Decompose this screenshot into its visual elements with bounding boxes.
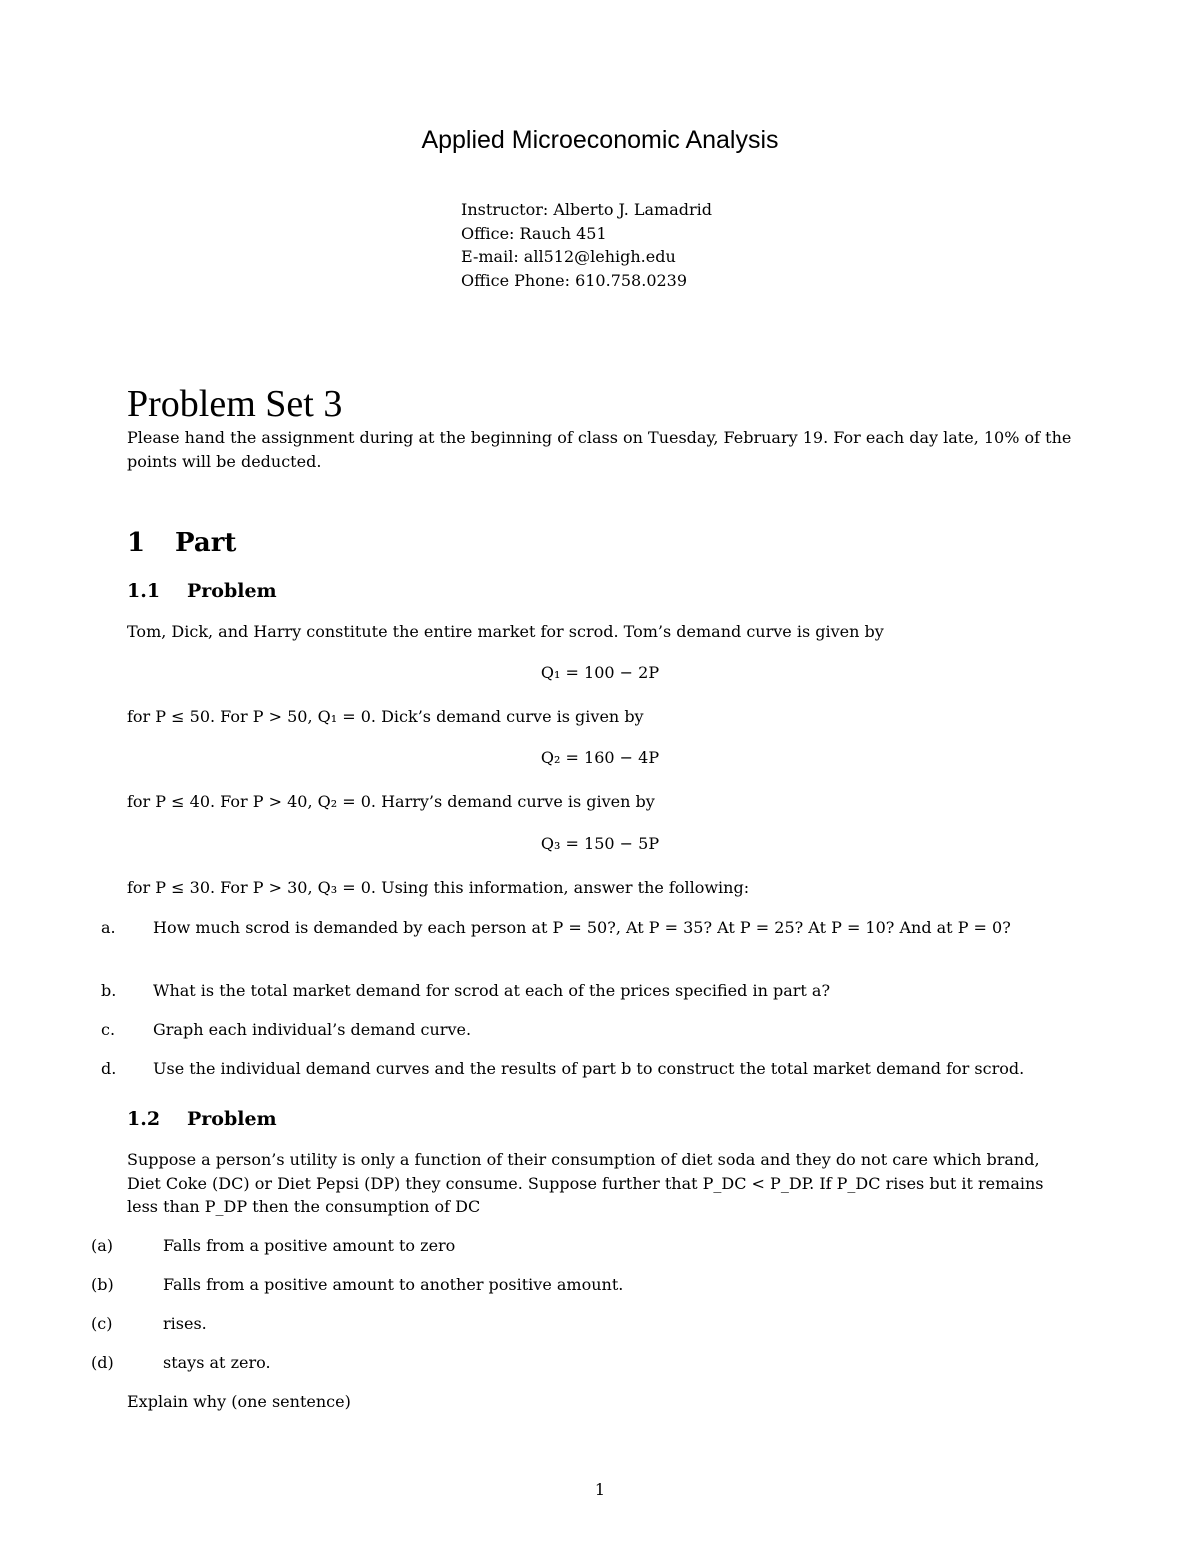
- list-item-a: [101, 916, 1072, 940]
- problem1-intro: Tom, Dick, and Harry constitute the entire market for scrod. Tom’s demand curve is given by: [127, 622, 884, 641]
- section-number: 1: [127, 528, 146, 558]
- page-number: 1: [594, 1480, 606, 1499]
- list-item-d: [101, 1057, 1072, 1081]
- problem-number: 1.1: [127, 580, 161, 602]
- option-c: [91, 1312, 1072, 1336]
- option-label: (b): [91, 1275, 114, 1294]
- item-text: How much scrod is demanded by each person at P = 50?, At P = 35? At P = 25? At P = 10? And at P = 0?: [153, 918, 1011, 937]
- problem-heading-1-2: [127, 1108, 277, 1130]
- instructions-paragraph: Please hand the assignment during at the beginning of class on Tuesday, February 19. For each day late, 10% of the points will be deducted.: [127, 428, 1072, 471]
- option-d: [91, 1351, 1072, 1375]
- item-label: a.: [101, 918, 116, 937]
- section-title: Part: [175, 528, 237, 558]
- item-text: Graph each individual’s demand curve.: [153, 1020, 472, 1039]
- option-text: Falls from a positive amount to another positive amount.: [163, 1275, 624, 1294]
- equation-q3: Q₃ = 150 − 5P: [540, 834, 660, 853]
- item-label: d.: [101, 1059, 117, 1078]
- option-label: (c): [91, 1314, 113, 1333]
- option-text: Falls from a positive amount to zero: [163, 1236, 456, 1255]
- option-text: rises.: [163, 1314, 207, 1333]
- email-line: E-mail: all512@lehigh.edu: [461, 247, 676, 266]
- option-b: [91, 1273, 1072, 1297]
- problem-number: 1.2: [127, 1108, 161, 1130]
- option-a: [91, 1234, 1072, 1258]
- section-heading: [127, 528, 236, 558]
- option-text: stays at zero.: [163, 1353, 271, 1372]
- item-label: b.: [101, 981, 117, 1000]
- course-title: Applied Microeconomic Analysis: [421, 126, 779, 154]
- item-label: c.: [101, 1020, 116, 1039]
- contact-block: [461, 198, 712, 292]
- option-label: (a): [91, 1236, 114, 1255]
- problem-title: Problem: [187, 1108, 277, 1130]
- problem1-text-3: for P ≤ 40. For P > 40, Q₂ = 0. Harry’s demand curve is given by: [127, 792, 655, 811]
- instructor-line: Instructor: Alberto J. Lamadrid: [461, 200, 713, 219]
- item-text: Use the individual demand curves and the results of part b to construct the total market demand for scrod.: [153, 1059, 1025, 1078]
- list-item-c: [101, 1018, 1072, 1042]
- list-item-b: [101, 979, 1072, 1003]
- problem1-text-4: for P ≤ 30. For P > 30, Q₃ = 0. Using this information, answer the following:: [127, 878, 750, 897]
- item-text: What is the total market demand for scrod at each of the prices specified in part a?: [153, 981, 831, 1000]
- office-line: Office: Rauch 451: [461, 223, 607, 243]
- problem1-text-2: for P ≤ 50. For P > 50, Q₁ = 0. Dick’s demand curve is given by: [127, 707, 644, 726]
- problem-heading-1-1: [127, 580, 277, 602]
- problem2-closing: Explain why (one sentence): [127, 1392, 351, 1411]
- phone-line: Office Phone: 610.758.0239: [461, 270, 688, 290]
- option-label: (d): [91, 1353, 114, 1372]
- problem-set-title: Problem Set 3: [127, 383, 343, 425]
- equation-q1: Q₁ = 100 − 2P: [540, 663, 660, 682]
- equation-q2: Q₂ = 160 − 4P: [540, 748, 660, 767]
- problem-title: Problem: [187, 580, 277, 602]
- problem2-intro: Suppose a person’s utility is only a function of their consumption of diet soda and they do not care which brand, Diet Coke (DC) or Diet Pepsi (DP) they consume. Suppose further that P_DC < P_DP. If P_DC rises but it remains less than P_DP then the consumption of DC: [127, 1150, 1044, 1216]
